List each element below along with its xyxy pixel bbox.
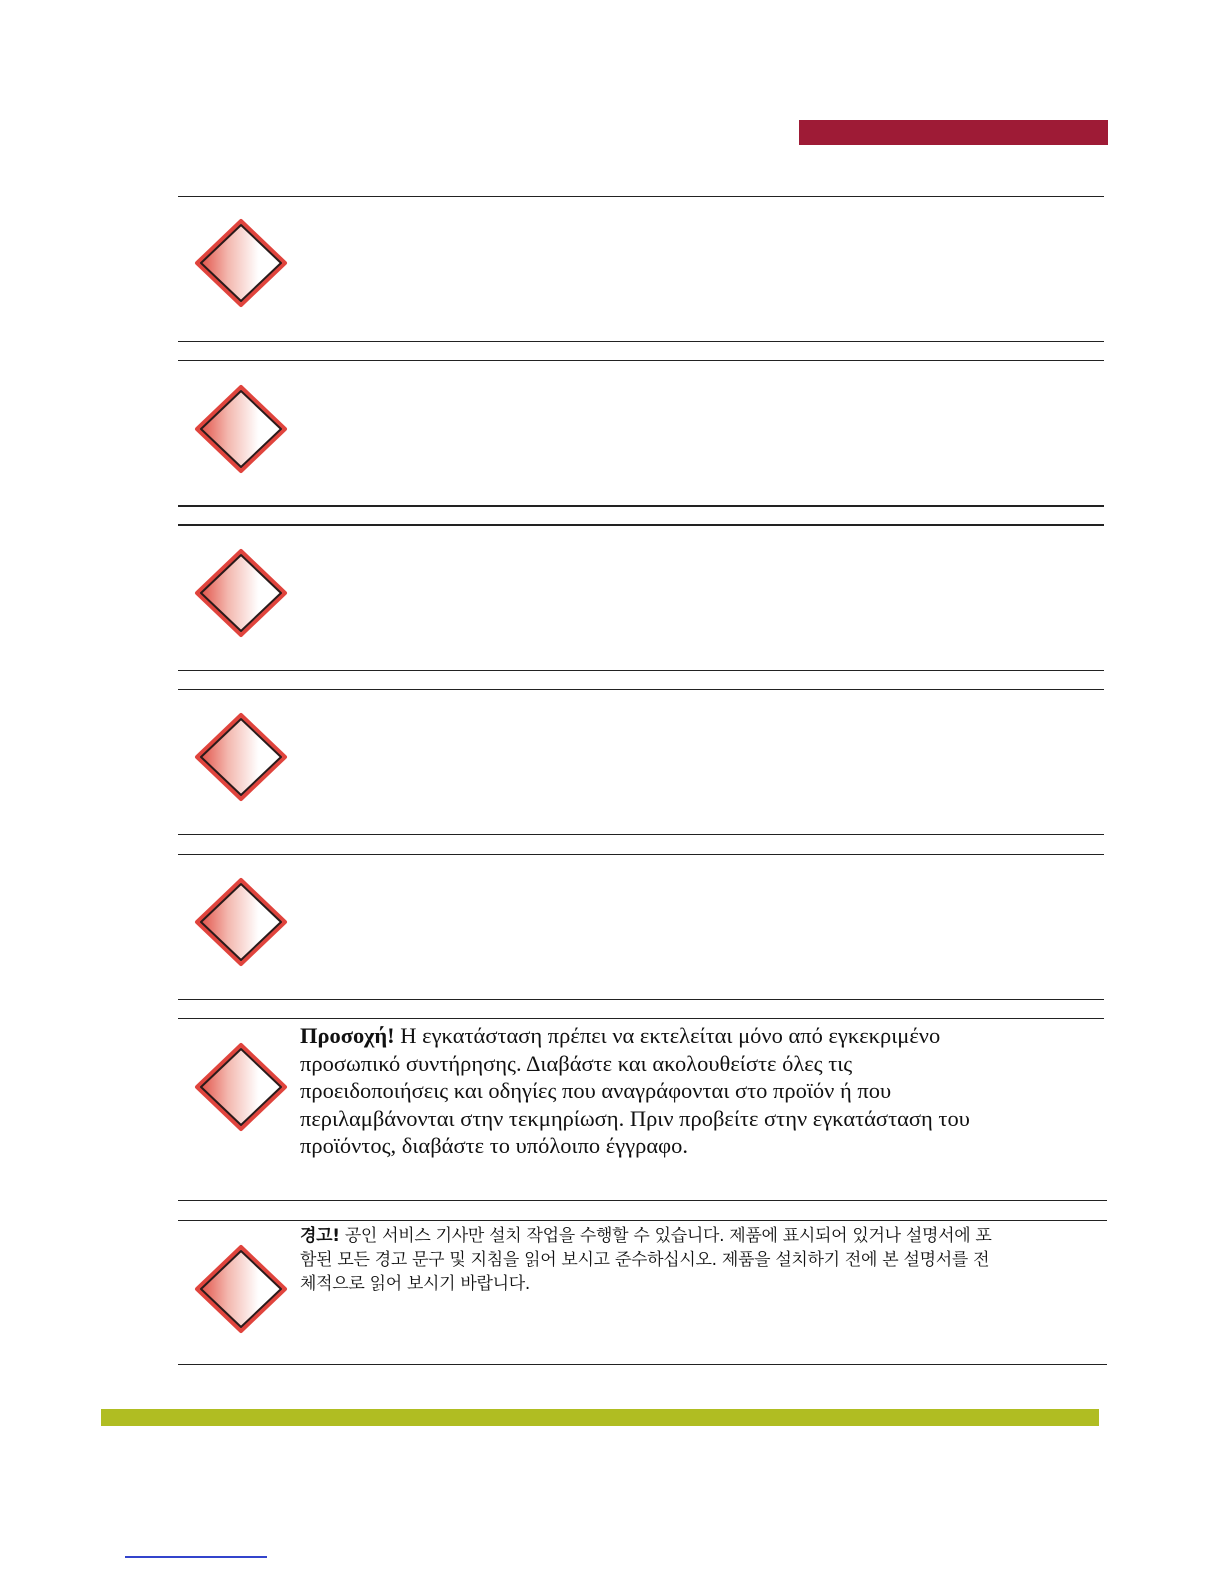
footer-link-underline[interactable] xyxy=(125,1556,267,1558)
header-accent-bar xyxy=(799,120,1108,145)
warning-diamond-icon xyxy=(192,709,290,805)
warning-box-4 xyxy=(178,690,1104,834)
warning-diamond-icon xyxy=(192,1039,290,1135)
warning-text-korean xyxy=(300,1225,1000,1296)
warning-diamond-icon xyxy=(192,215,290,311)
warning-body: Η εγκατάσταση πρέπει να εκτελείται μόνο από εγκεκριμένο προσωπικό συντήρησης. Διαβάστε και ακολουθείστε όλες τις προειδοποιήσεις και οδηγίες που αναγράφονται στο προϊόν ή που περιλαμβάνονται στην τεκμηρίωση. Πριν προβείτε στην εγκατάσταση του προϊόντος, διαβάστε το υπόλοιπο έγγραφο. xyxy=(300,1023,970,1159)
warning-label: 경고! xyxy=(300,1226,340,1246)
section-rule xyxy=(178,341,1104,342)
warning-diamond-icon xyxy=(192,1241,290,1337)
footer-accent-bar xyxy=(101,1409,1099,1426)
warning-box-3 xyxy=(178,526,1104,670)
warning-body: 공인 서비스 기사만 설치 작업을 수행할 수 있습니다. 제품에 표시되어 있거나 설명서에 포함된 모든 경고 문구 및 지침을 읽어 보시고 준수하십시오. 제품을 설치하기 전에 본 설명서를 전체적으로 읽어 보시기 바랍니다. xyxy=(300,1226,992,1294)
section-rule xyxy=(178,1364,1107,1365)
warning-diamond-icon xyxy=(192,381,290,477)
section-rule xyxy=(178,999,1104,1000)
section-rule xyxy=(178,670,1104,671)
warning-text-greek xyxy=(300,1022,1000,1160)
warning-diamond-icon xyxy=(192,545,290,641)
warning-box-1 xyxy=(178,197,1104,341)
warning-label: Προσοχή! xyxy=(300,1023,395,1048)
section-rule xyxy=(178,1200,1107,1201)
warning-box-5 xyxy=(178,855,1104,999)
section-rule xyxy=(178,505,1104,507)
warning-diamond-icon xyxy=(192,874,290,970)
warning-box-2 xyxy=(178,361,1104,505)
section-rule xyxy=(178,834,1104,835)
